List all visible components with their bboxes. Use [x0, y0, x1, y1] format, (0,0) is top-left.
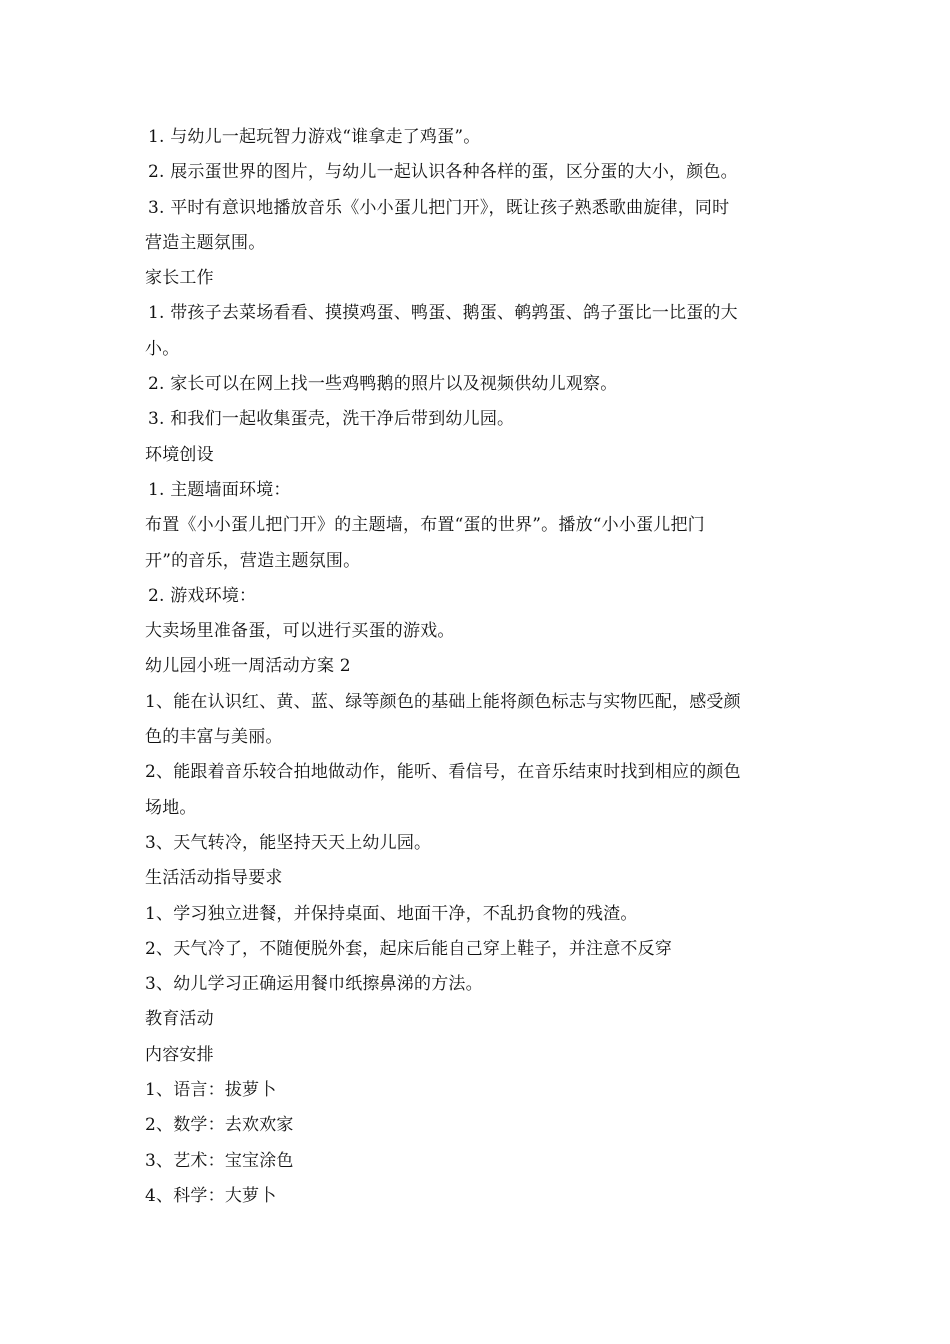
document-title: 幼儿园小班一周活动方案 2 — [145, 656, 351, 677]
document-body — [145, 120, 810, 1214]
section-heading: 教育活动 — [145, 1009, 214, 1030]
paragraph-line: 3. 和我们一起收集蛋壳，洗干净后带到幼儿园。 — [148, 409, 515, 430]
section-heading: 家长工作 — [145, 268, 214, 289]
paragraph-line: 营造主题氛围。 — [145, 232, 266, 253]
paragraph-line: 2、能跟着音乐较合拍地做动作，能听、看信号，在音乐结束时找到相应的颜色 — [145, 762, 741, 783]
list-item: 2、数学：去欢欢家 — [145, 1115, 294, 1136]
paragraph-line: 1. 与幼儿一起玩智力游戏“谁拿走了鸡蛋”。 — [148, 127, 481, 147]
paragraph-line: 场地。 — [145, 797, 197, 818]
paragraph-line: 小。 — [145, 338, 180, 359]
section-heading: 内容安排 — [145, 1044, 214, 1065]
paragraph-line: 1. 主题墙面环境： — [148, 479, 291, 500]
paragraph-line: 1. 带孩子去菜场看看、摸摸鸡蛋、鸭蛋、鹅蛋、鹌鹑蛋、鸽子蛋比一比蛋的大 — [148, 303, 738, 324]
paragraph-line: 大卖场里准备蛋，可以进行买蛋的游戏。 — [145, 621, 455, 642]
list-item: 1、语言：拔萝卜 — [145, 1080, 277, 1101]
section-heading: 生活活动指导要求 — [145, 868, 283, 889]
paragraph-line: 色的丰富与美丽。 — [145, 727, 283, 748]
paragraph-line: 1、学习独立进餐，并保持桌面、地面干净，不乱扔食物的残渣。 — [145, 903, 638, 924]
list-item: 3、艺术：宝宝涂色 — [145, 1150, 294, 1171]
list-item: 4、科学：大萝卜 — [145, 1185, 277, 1206]
paragraph-line: 开”的音乐，营造主题氛围。 — [145, 550, 361, 571]
paragraph-line: 布置《小小蛋儿把门开》的主题墙，布置“蛋的世界”。播放“小小蛋儿把门 — [145, 515, 705, 536]
paragraph-line: 1、能在认识红、黄、蓝、绿等颜色的基础上能将颜色标志与实物匹配，感受颜 — [145, 691, 741, 712]
paragraph-line: 3、天气转冷，能坚持天天上幼儿园。 — [145, 832, 432, 853]
paragraph-line: 3、幼儿学习正确运用餐巾纸擦鼻涕的方法。 — [145, 974, 483, 995]
section-heading: 环境创设 — [145, 444, 214, 465]
paragraph-line: 3. 平时有意识地播放音乐《小小蛋儿把门开》，既让孩子熟悉歌曲旋律，同时 — [148, 197, 730, 218]
paragraph-line: 2、天气冷了，不随便脱外套，起床后能自己穿上鞋子，并注意不反穿 — [145, 938, 673, 959]
paragraph-line: 2. 游戏环境： — [148, 585, 257, 606]
paragraph-line: 2. 家长可以在网上找一些鸡鸭鹅的照片以及视频供幼儿观察。 — [148, 374, 618, 395]
paragraph-line: 2. 展示蛋世界的图片，与幼儿一起认识各种各样的蛋，区分蛋的大小，颜色。 — [148, 162, 738, 183]
